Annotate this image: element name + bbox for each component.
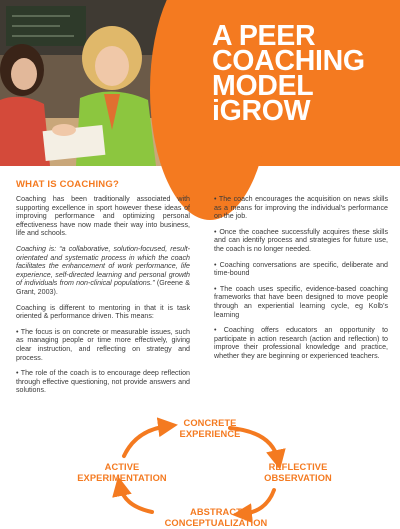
bullet-item: • Coaching offers educators an opportunity to participate in action research (action and reflection) to improve their professional knowledge and practice, whether they are beginning or experienced teachers.: [214, 326, 388, 360]
title-line: iGROW: [212, 95, 311, 127]
paragraph: Coaching is different to mentoring in that it is task oriented & performance driven. This means:: [16, 303, 190, 321]
right-column: [214, 195, 388, 402]
cycle-label-line: ABSTRACT: [190, 507, 242, 517]
cycle-label-line: ACTIVE: [104, 462, 140, 472]
bullet-item: • The coach encourages the acquisition on news skills as a means for improving the individual’s performance on the job.: [214, 195, 388, 221]
cycle-label-abstract-conceptualization: [156, 507, 276, 528]
cycle-label-concrete-experience: [172, 418, 248, 439]
cycle-label-active-experimentation: [74, 462, 170, 483]
bullet-item: • Coaching conversations are specific, deliberate and time-bound: [214, 260, 388, 278]
arrow-bottom-left: [120, 486, 152, 512]
bullet-item: • The focus is on concrete or measurable issues, such as managing people or time more effectively, giving clear instruction, and reflecting on strategy and process.: [16, 327, 190, 362]
title-line: COACHING: [212, 45, 365, 77]
page-title: [212, 20, 392, 127]
cycle-label-line: REFLECTIVE: [268, 462, 328, 472]
cycle-label-line: CONCRETE: [183, 418, 237, 428]
citation: (Greene & Grant, 2003).: [16, 279, 190, 296]
definition-quote: [16, 245, 190, 297]
section-heading: WHAT IS COACHING?: [16, 179, 119, 190]
learning-cycle-diagram: [60, 412, 360, 529]
article-body: [16, 179, 388, 402]
cycle-label-line: OBSERVATION: [264, 472, 332, 483]
title-line: MODEL: [212, 70, 314, 102]
cycle-label-line: EXPERIMENTATION: [77, 472, 167, 483]
left-column: [16, 195, 190, 402]
quote-text: Coaching is: “a collaborative, solution-focused, result-orientated and systematic process in which the coach facilitates the enhancement of work performance, life experience, self-directed learning and personal growth of individuals from non-clinical populations.”: [16, 244, 190, 288]
cycle-label-line: CONCEPTUALIZATION: [164, 517, 268, 528]
paragraph: Coaching has been traditionally associated with supporting excellence in sport however these ideas of improving performance and optimizing personal effectiveness have now made their way into business, life and schools.: [16, 195, 190, 238]
bullet-item: • The role of the coach is to encourage deep reflection through effective questioning, not provide answers and solutions.: [16, 369, 190, 395]
arrow-top-left: [124, 426, 168, 456]
cycle-label-reflective-observation: [256, 462, 340, 483]
title-line: A PEER: [212, 20, 316, 52]
bullet-item: • Once the coachee successfully acquires these skills and can identify process and strategies for future use, the coach is no longer needed.: [214, 227, 388, 253]
bullet-item: • The coach uses specific, evidence-based coaching frameworks that have been designed to move people through an experiential learning cycle, eg Kolb’s learning: [214, 284, 388, 319]
cycle-label-line: EXPERIENCE: [179, 428, 241, 439]
header-banner: [0, 0, 400, 166]
